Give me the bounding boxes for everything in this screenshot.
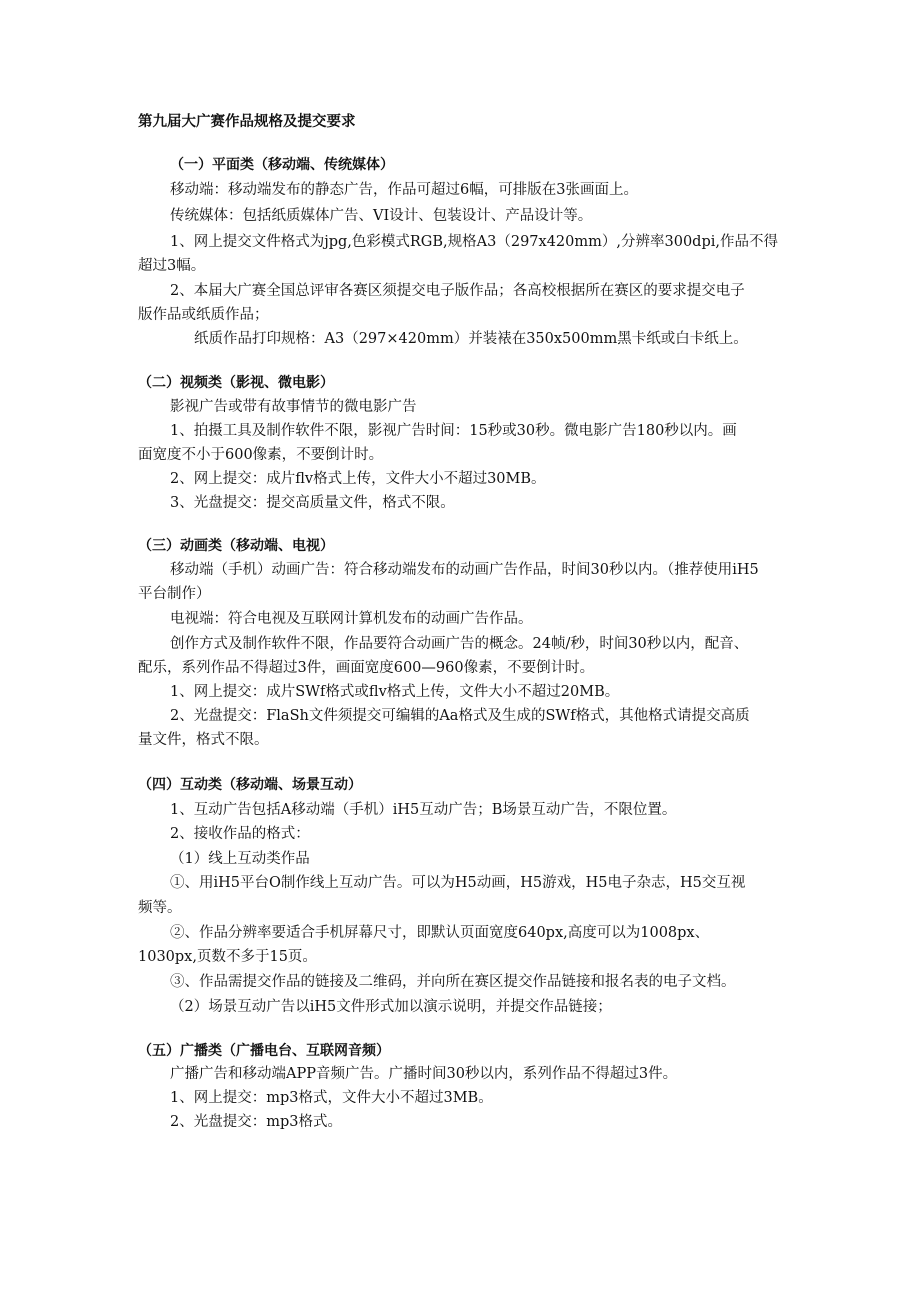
paragraph-line: 量文件，格式不限。: [138, 732, 269, 748]
paragraph-line: 3、光盘提交：提交高质量文件，格式不限。: [170, 495, 455, 511]
paragraph-line: 移动端（手机）动画广告：符合移动端发布的动画广告作品，时间30秒以内。（推荐使用iH5: [170, 562, 759, 578]
section-heading-animation: （三）动画类（移动端、电视）: [138, 538, 334, 554]
paragraph-line: 频等。: [138, 900, 182, 916]
document-title: 第九届大广赛作品规格及提交要求: [138, 114, 356, 130]
paragraph-line: 电视端：符合电视及互联网计算机发布的动画广告作品。: [170, 611, 533, 627]
paragraph-line: 2、网上提交：成片flv格式上传，文件大小不超过30MB。: [170, 471, 546, 487]
paragraph-line: 超过3幅。: [138, 258, 206, 274]
paragraph-line: 1、拍摄工具及制作软件不限，影视广告时间：15秒或30秒。微电影广告180秒以内。画: [170, 423, 737, 439]
section-heading-print: （一）平面类（移动端、传统媒体）: [170, 157, 394, 173]
paragraph-line: ①、用iH5平台O制作线上互动广告。可以为H5动画，H5游戏，H5电子杂志，H5交互视: [170, 875, 746, 891]
paragraph-line: 1030px,页数不多于15页。: [138, 949, 317, 965]
section-heading-interactive: （四）互动类（移动端、场景互动）: [138, 777, 362, 793]
paragraph-line: 纸质作品打印规格：A3（297×420mm）并装裱在350x500mm黑卡纸或白卡纸上。: [194, 331, 748, 347]
paragraph-line: （1）线上互动类作品: [170, 851, 310, 867]
paragraph-line: 2、光盘提交：FlaSh文件须提交可编辑的Aa格式及生成的SWf格式，其他格式请提交高质: [170, 708, 750, 724]
paragraph-line: 2、本届大广赛全国总评审各赛区须提交电子版作品；各高校根据所在赛区的要求提交电子: [170, 283, 745, 299]
paragraph-line: 广播广告和移动端APP音频广告。广播时间30秒以内，系列作品不得超过3件。: [170, 1066, 678, 1082]
section-heading-video: （二）视频类（影视、微电影）: [138, 375, 334, 391]
paragraph-line: 版作品或纸质作品；: [138, 307, 269, 323]
paragraph-line: 影视广告或带有故事情节的微电影广告: [170, 399, 417, 415]
paragraph-line: 平台制作）: [138, 586, 211, 602]
paragraph-line: 传统媒体：包括纸质媒体广告、VI设计、包装设计、产品设计等。: [170, 208, 593, 224]
paragraph-line: 移动端：移动端发布的静态广告，作品可超过6幅，可排版在3张画面上。: [170, 182, 638, 198]
paragraph-line: 创作方式及制作软件不限，作品要符合动画广告的概念。24帧/秒，时间30秒以内，配音、: [170, 636, 749, 652]
paragraph-line: ②、作品分辨率要适合手机屏幕尺寸，即默认页面宽度640px,高度可以为1008px、: [170, 925, 710, 941]
paragraph-line: （2）场景互动广告以iH5文件形式加以演示说明，并提交作品链接；: [170, 999, 612, 1015]
paragraph-line: ③、作品需提交作品的链接及二维码，并向所在赛区提交作品链接和报名表的电子文档。: [170, 974, 736, 990]
paragraph-line: 2、接收作品的格式：: [170, 826, 310, 842]
paragraph-line: 配乐，系列作品不得超过3件，画面宽度600—960像素，不要倒计时。: [138, 660, 595, 676]
paragraph-line: 1、网上提交：mp3格式，文件大小不超过3MB。: [170, 1090, 493, 1106]
paragraph-line: 1、互动广告包括A移动端（手机）iH5互动广告；B场景互动广告，不限位置。: [170, 802, 677, 818]
paragraph-line: 2、光盘提交：mp3格式。: [170, 1114, 342, 1130]
section-heading-broadcast: （五）广播类（广播电台、互联网音频）: [138, 1043, 390, 1059]
paragraph-line: 1、网上提交文件格式为jpg,色彩模式RGB,规格A3（297x420mm）,分辨率300dpi,作品不得: [170, 234, 778, 250]
paragraph-line: 1、网上提交：成片SWf格式或flv格式上传，文件大小不超过20MB。: [170, 684, 620, 700]
paragraph-line: 面宽度不小于600像素，不要倒计时。: [138, 447, 384, 463]
